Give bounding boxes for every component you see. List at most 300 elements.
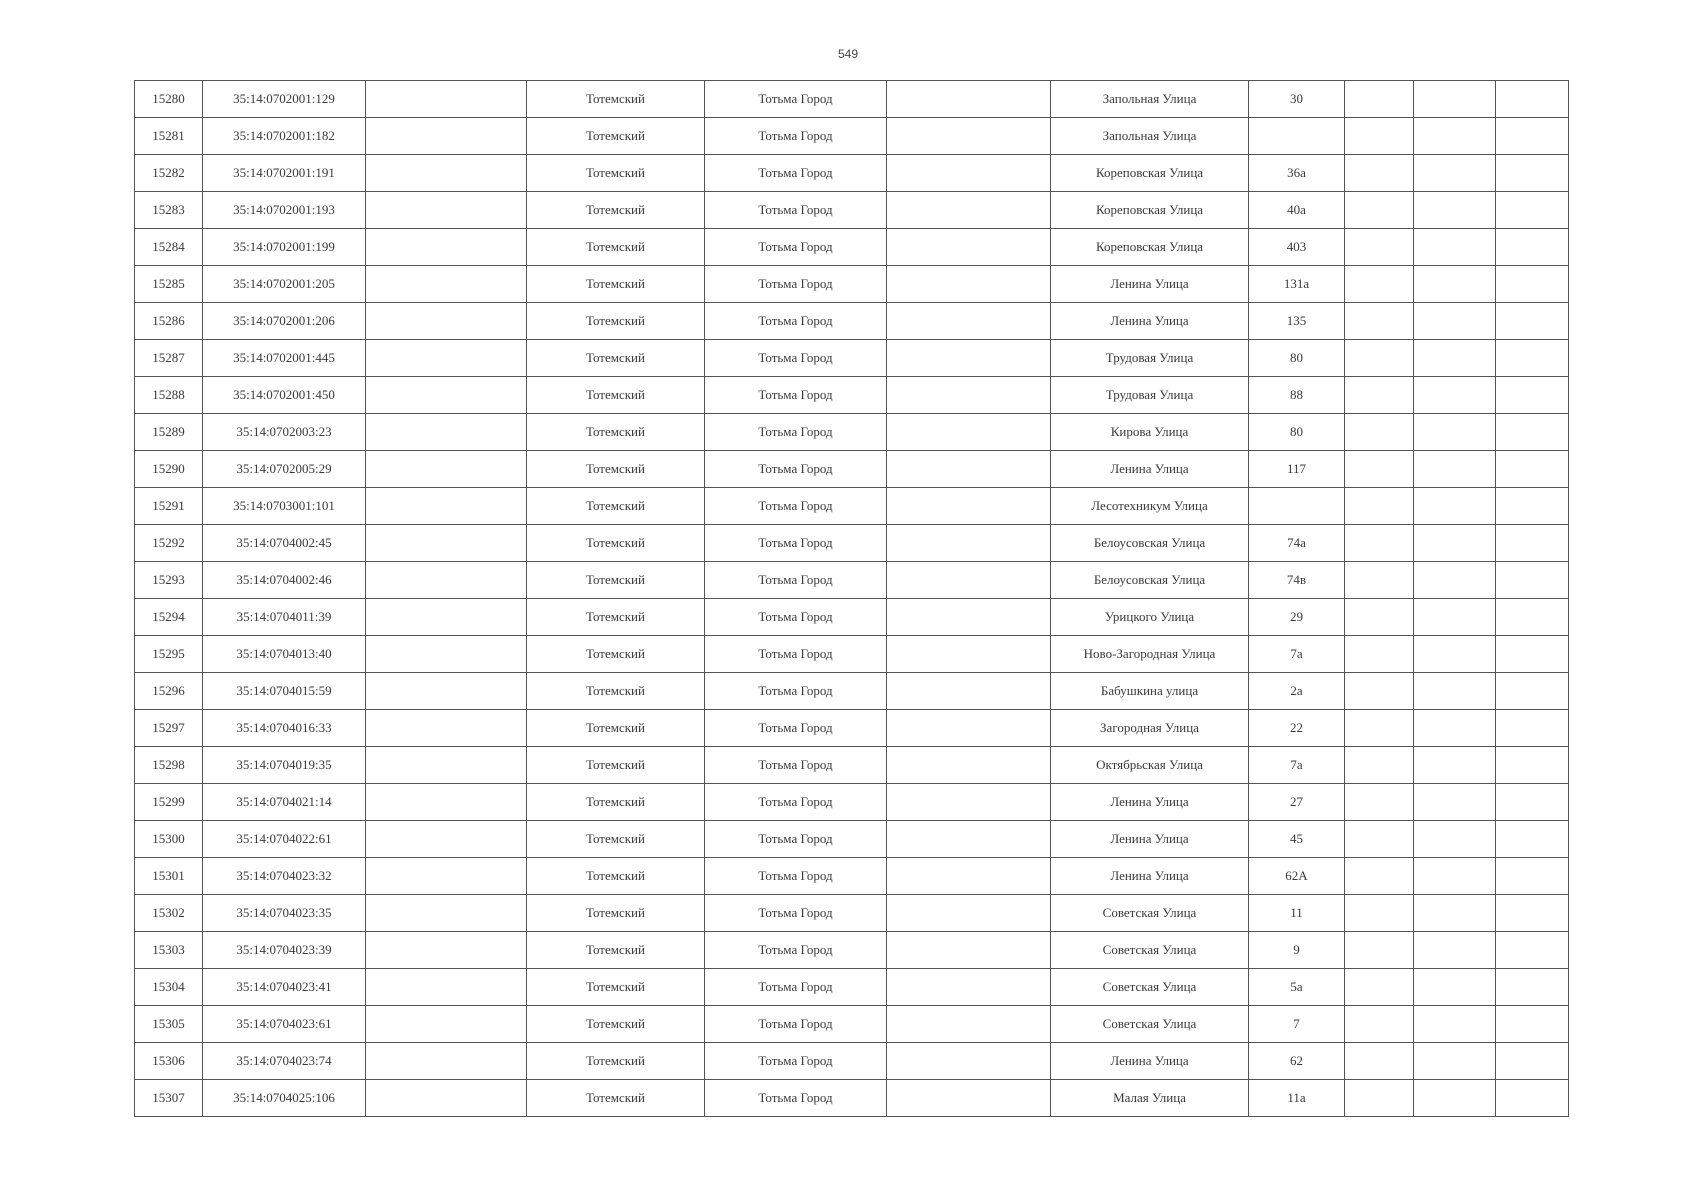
row-number-cell: 15307 xyxy=(135,1080,203,1117)
empty-cell xyxy=(1345,969,1414,1006)
row-number-cell: 15299 xyxy=(135,784,203,821)
district-cell: Тотемский xyxy=(527,969,705,1006)
empty-cell xyxy=(1345,81,1414,118)
empty-cell xyxy=(1414,562,1496,599)
empty-cell xyxy=(1345,673,1414,710)
district-cell: Тотемский xyxy=(527,377,705,414)
street-cell: Бабушкина улица xyxy=(1051,673,1249,710)
table-row xyxy=(135,858,1569,895)
row-number-cell: 15305 xyxy=(135,1006,203,1043)
empty-cell xyxy=(887,81,1051,118)
empty-cell xyxy=(1345,377,1414,414)
district-cell: Тотемский xyxy=(527,562,705,599)
district-cell: Тотемский xyxy=(527,1080,705,1117)
house-number-cell: 40а xyxy=(1249,192,1345,229)
street-cell: Советская Улица xyxy=(1051,895,1249,932)
table-row xyxy=(135,340,1569,377)
row-number-cell: 15301 xyxy=(135,858,203,895)
district-cell: Тотемский xyxy=(527,673,705,710)
house-number-cell: 7а xyxy=(1249,636,1345,673)
table-row xyxy=(135,266,1569,303)
empty-cell xyxy=(1345,488,1414,525)
empty-cell xyxy=(1345,192,1414,229)
table-row xyxy=(135,636,1569,673)
street-cell: Белоусовская Улица xyxy=(1051,562,1249,599)
empty-cell xyxy=(366,377,527,414)
house-number-cell: 27 xyxy=(1249,784,1345,821)
row-number-cell: 15287 xyxy=(135,340,203,377)
empty-cell xyxy=(887,821,1051,858)
locality-cell: Тотьма Город xyxy=(705,784,887,821)
street-cell: Советская Улица xyxy=(1051,1006,1249,1043)
cadastral-number-cell: 35:14:0702005:29 xyxy=(203,451,366,488)
empty-cell xyxy=(1496,599,1569,636)
locality-cell: Тотьма Город xyxy=(705,155,887,192)
street-cell: Белоусовская Улица xyxy=(1051,525,1249,562)
cadastral-number-cell: 35:14:0704023:32 xyxy=(203,858,366,895)
district-cell: Тотемский xyxy=(527,784,705,821)
empty-cell xyxy=(887,784,1051,821)
district-cell: Тотемский xyxy=(527,747,705,784)
empty-cell xyxy=(366,340,527,377)
table-row xyxy=(135,673,1569,710)
row-number-cell: 15293 xyxy=(135,562,203,599)
empty-cell xyxy=(1345,303,1414,340)
row-number-cell: 15298 xyxy=(135,747,203,784)
empty-cell xyxy=(1414,636,1496,673)
street-cell: Советская Улица xyxy=(1051,969,1249,1006)
empty-cell xyxy=(366,599,527,636)
cadastral-number-cell: 35:14:0702001:199 xyxy=(203,229,366,266)
empty-cell xyxy=(887,340,1051,377)
house-number-cell: 74а xyxy=(1249,525,1345,562)
locality-cell: Тотьма Город xyxy=(705,525,887,562)
table-row xyxy=(135,1006,1569,1043)
district-cell: Тотемский xyxy=(527,451,705,488)
empty-cell xyxy=(1414,784,1496,821)
empty-cell xyxy=(1345,636,1414,673)
table-row xyxy=(135,821,1569,858)
house-number-cell: 30 xyxy=(1249,81,1345,118)
empty-cell xyxy=(887,155,1051,192)
table-row xyxy=(135,192,1569,229)
empty-cell xyxy=(1496,118,1569,155)
street-cell: Ленина Улица xyxy=(1051,784,1249,821)
locality-cell: Тотьма Город xyxy=(705,340,887,377)
empty-cell xyxy=(1345,747,1414,784)
locality-cell: Тотьма Город xyxy=(705,1043,887,1080)
street-cell: Ново-Загородная Улица xyxy=(1051,636,1249,673)
empty-cell xyxy=(887,1006,1051,1043)
cadastral-number-cell: 35:14:0704023:41 xyxy=(203,969,366,1006)
cadastral-number-cell: 35:14:0704025:106 xyxy=(203,1080,366,1117)
empty-cell xyxy=(366,821,527,858)
cadastral-number-cell: 35:14:0704015:59 xyxy=(203,673,366,710)
district-cell: Тотемский xyxy=(527,192,705,229)
empty-cell xyxy=(1414,1043,1496,1080)
cadastral-number-cell: 35:14:0703001:101 xyxy=(203,488,366,525)
street-cell: Запольная Улица xyxy=(1051,81,1249,118)
cadastral-number-cell: 35:14:0704002:46 xyxy=(203,562,366,599)
locality-cell: Тотьма Город xyxy=(705,192,887,229)
empty-cell xyxy=(1414,340,1496,377)
empty-cell xyxy=(366,858,527,895)
empty-cell xyxy=(1496,266,1569,303)
house-number-cell: 5а xyxy=(1249,969,1345,1006)
empty-cell xyxy=(1496,81,1569,118)
locality-cell: Тотьма Город xyxy=(705,599,887,636)
empty-cell xyxy=(1345,525,1414,562)
row-number-cell: 15296 xyxy=(135,673,203,710)
empty-cell xyxy=(366,895,527,932)
empty-cell xyxy=(366,784,527,821)
district-cell: Тотемский xyxy=(527,118,705,155)
cadastral-number-cell: 35:14:0702001:445 xyxy=(203,340,366,377)
street-cell: Ленина Улица xyxy=(1051,1043,1249,1080)
locality-cell: Тотьма Город xyxy=(705,747,887,784)
empty-cell xyxy=(1414,81,1496,118)
street-cell: Советская Улица xyxy=(1051,932,1249,969)
empty-cell xyxy=(887,1080,1051,1117)
empty-cell xyxy=(1345,858,1414,895)
empty-cell xyxy=(1345,1006,1414,1043)
table-row xyxy=(135,303,1569,340)
district-cell: Тотемский xyxy=(527,414,705,451)
empty-cell xyxy=(887,118,1051,155)
empty-cell xyxy=(1496,488,1569,525)
street-cell: Трудовая Улица xyxy=(1051,377,1249,414)
street-cell: Ленина Улица xyxy=(1051,303,1249,340)
house-number-cell: 36а xyxy=(1249,155,1345,192)
district-cell: Тотемский xyxy=(527,81,705,118)
district-cell: Тотемский xyxy=(527,932,705,969)
empty-cell xyxy=(1345,784,1414,821)
locality-cell: Тотьма Город xyxy=(705,562,887,599)
empty-cell xyxy=(1496,821,1569,858)
empty-cell xyxy=(366,969,527,1006)
cadastral-number-cell: 35:14:0704011:39 xyxy=(203,599,366,636)
empty-cell xyxy=(887,414,1051,451)
empty-cell xyxy=(1496,710,1569,747)
empty-cell xyxy=(1496,340,1569,377)
empty-cell xyxy=(1496,525,1569,562)
empty-cell xyxy=(366,488,527,525)
empty-cell xyxy=(366,192,527,229)
cadastral-number-cell: 35:14:0702001:129 xyxy=(203,81,366,118)
empty-cell xyxy=(1414,266,1496,303)
empty-cell xyxy=(1414,1080,1496,1117)
empty-cell xyxy=(1496,1080,1569,1117)
empty-cell xyxy=(1496,673,1569,710)
empty-cell xyxy=(366,1043,527,1080)
locality-cell: Тотьма Город xyxy=(705,1006,887,1043)
house-number-cell: 88 xyxy=(1249,377,1345,414)
empty-cell xyxy=(887,1043,1051,1080)
empty-cell xyxy=(1345,562,1414,599)
table-row xyxy=(135,118,1569,155)
house-number-cell: 80 xyxy=(1249,340,1345,377)
register-table xyxy=(134,80,1569,1117)
empty-cell xyxy=(366,451,527,488)
district-cell: Тотемский xyxy=(527,599,705,636)
table-body xyxy=(135,81,1569,1117)
empty-cell xyxy=(887,377,1051,414)
empty-cell xyxy=(366,414,527,451)
table-row xyxy=(135,784,1569,821)
table-row xyxy=(135,229,1569,266)
empty-cell xyxy=(1414,858,1496,895)
empty-cell xyxy=(366,636,527,673)
district-cell: Тотемский xyxy=(527,303,705,340)
district-cell: Тотемский xyxy=(527,488,705,525)
empty-cell xyxy=(1414,710,1496,747)
cadastral-number-cell: 35:14:0704016:33 xyxy=(203,710,366,747)
empty-cell xyxy=(887,895,1051,932)
street-cell: Малая Улица xyxy=(1051,1080,1249,1117)
house-number-cell: 45 xyxy=(1249,821,1345,858)
cadastral-number-cell: 35:14:0702001:450 xyxy=(203,377,366,414)
locality-cell: Тотьма Город xyxy=(705,488,887,525)
district-cell: Тотемский xyxy=(527,710,705,747)
cadastral-number-cell: 35:14:0704013:40 xyxy=(203,636,366,673)
empty-cell xyxy=(1345,451,1414,488)
row-number-cell: 15306 xyxy=(135,1043,203,1080)
empty-cell xyxy=(1414,821,1496,858)
street-cell: Урицкого Улица xyxy=(1051,599,1249,636)
empty-cell xyxy=(1496,562,1569,599)
empty-cell xyxy=(1414,488,1496,525)
row-number-cell: 15294 xyxy=(135,599,203,636)
street-cell: Ленина Улица xyxy=(1051,451,1249,488)
locality-cell: Тотьма Город xyxy=(705,414,887,451)
empty-cell xyxy=(1345,266,1414,303)
row-number-cell: 15284 xyxy=(135,229,203,266)
cadastral-number-cell: 35:14:0704022:61 xyxy=(203,821,366,858)
empty-cell xyxy=(1414,525,1496,562)
cadastral-number-cell: 35:14:0702001:206 xyxy=(203,303,366,340)
row-number-cell: 15281 xyxy=(135,118,203,155)
cadastral-number-cell: 35:14:0702003:23 xyxy=(203,414,366,451)
cadastral-number-cell: 35:14:0702001:191 xyxy=(203,155,366,192)
cadastral-number-cell: 35:14:0704023:35 xyxy=(203,895,366,932)
row-number-cell: 15302 xyxy=(135,895,203,932)
empty-cell xyxy=(1345,821,1414,858)
house-number-cell: 29 xyxy=(1249,599,1345,636)
locality-cell: Тотьма Город xyxy=(705,229,887,266)
empty-cell xyxy=(1414,895,1496,932)
locality-cell: Тотьма Город xyxy=(705,710,887,747)
house-number-cell: 74в xyxy=(1249,562,1345,599)
empty-cell xyxy=(366,229,527,266)
empty-cell xyxy=(1414,673,1496,710)
empty-cell xyxy=(1345,118,1414,155)
locality-cell: Тотьма Город xyxy=(705,377,887,414)
empty-cell xyxy=(887,562,1051,599)
empty-cell xyxy=(366,1080,527,1117)
locality-cell: Тотьма Город xyxy=(705,858,887,895)
empty-cell xyxy=(1345,1080,1414,1117)
empty-cell xyxy=(1414,969,1496,1006)
house-number-cell: 131а xyxy=(1249,266,1345,303)
row-number-cell: 15304 xyxy=(135,969,203,1006)
empty-cell xyxy=(1414,1006,1496,1043)
empty-cell xyxy=(1496,192,1569,229)
row-number-cell: 15290 xyxy=(135,451,203,488)
street-cell: Кореповская Улица xyxy=(1051,155,1249,192)
cadastral-number-cell: 35:14:0702001:182 xyxy=(203,118,366,155)
empty-cell xyxy=(887,525,1051,562)
empty-cell xyxy=(1496,747,1569,784)
empty-cell xyxy=(1345,1043,1414,1080)
empty-cell xyxy=(366,525,527,562)
row-number-cell: 15289 xyxy=(135,414,203,451)
table-row xyxy=(135,932,1569,969)
empty-cell xyxy=(887,710,1051,747)
table-row xyxy=(135,710,1569,747)
district-cell: Тотемский xyxy=(527,525,705,562)
cadastral-number-cell: 35:14:0704002:45 xyxy=(203,525,366,562)
empty-cell xyxy=(1496,858,1569,895)
empty-cell xyxy=(887,969,1051,1006)
row-number-cell: 15295 xyxy=(135,636,203,673)
row-number-cell: 15297 xyxy=(135,710,203,747)
empty-cell xyxy=(1496,414,1569,451)
empty-cell xyxy=(1414,414,1496,451)
locality-cell: Тотьма Город xyxy=(705,932,887,969)
table-row xyxy=(135,377,1569,414)
empty-cell xyxy=(887,451,1051,488)
empty-cell xyxy=(887,303,1051,340)
empty-cell xyxy=(887,932,1051,969)
locality-cell: Тотьма Город xyxy=(705,303,887,340)
empty-cell xyxy=(1496,303,1569,340)
row-number-cell: 15286 xyxy=(135,303,203,340)
table-row xyxy=(135,1043,1569,1080)
district-cell: Тотемский xyxy=(527,266,705,303)
locality-cell: Тотьма Город xyxy=(705,636,887,673)
street-cell: Ленина Улица xyxy=(1051,266,1249,303)
district-cell: Тотемский xyxy=(527,340,705,377)
empty-cell xyxy=(1414,932,1496,969)
house-number-cell: 403 xyxy=(1249,229,1345,266)
locality-cell: Тотьма Город xyxy=(705,81,887,118)
empty-cell xyxy=(1345,155,1414,192)
empty-cell xyxy=(1345,414,1414,451)
empty-cell xyxy=(1414,303,1496,340)
house-number-cell: 11 xyxy=(1249,895,1345,932)
locality-cell: Тотьма Город xyxy=(705,821,887,858)
district-cell: Тотемский xyxy=(527,858,705,895)
empty-cell xyxy=(1496,932,1569,969)
house-number-cell xyxy=(1249,118,1345,155)
locality-cell: Тотьма Город xyxy=(705,118,887,155)
empty-cell xyxy=(1496,895,1569,932)
empty-cell xyxy=(1496,155,1569,192)
empty-cell xyxy=(366,747,527,784)
table-row xyxy=(135,1080,1569,1117)
empty-cell xyxy=(366,710,527,747)
locality-cell: Тотьма Город xyxy=(705,895,887,932)
house-number-cell: 2а xyxy=(1249,673,1345,710)
empty-cell xyxy=(887,858,1051,895)
empty-cell xyxy=(366,155,527,192)
empty-cell xyxy=(1414,599,1496,636)
street-cell: Лесотехникум Улица xyxy=(1051,488,1249,525)
empty-cell xyxy=(1345,340,1414,377)
empty-cell xyxy=(1345,229,1414,266)
street-cell: Загородная Улица xyxy=(1051,710,1249,747)
row-number-cell: 15285 xyxy=(135,266,203,303)
house-number-cell: 22 xyxy=(1249,710,1345,747)
table-row xyxy=(135,414,1569,451)
empty-cell xyxy=(1345,599,1414,636)
page-number: 549 xyxy=(837,47,859,61)
district-cell: Тотемский xyxy=(527,155,705,192)
table-row xyxy=(135,525,1569,562)
empty-cell xyxy=(1414,229,1496,266)
row-number-cell: 15300 xyxy=(135,821,203,858)
empty-cell xyxy=(1414,451,1496,488)
house-number-cell: 7а xyxy=(1249,747,1345,784)
house-number-cell: 62 xyxy=(1249,1043,1345,1080)
empty-cell xyxy=(1496,784,1569,821)
cadastral-number-cell: 35:14:0704023:39 xyxy=(203,932,366,969)
table-row xyxy=(135,562,1569,599)
locality-cell: Тотьма Город xyxy=(705,673,887,710)
street-cell: Кореповская Улица xyxy=(1051,192,1249,229)
empty-cell xyxy=(1496,636,1569,673)
street-cell: Ленина Улица xyxy=(1051,858,1249,895)
empty-cell xyxy=(1414,747,1496,784)
street-cell: Кирова Улица xyxy=(1051,414,1249,451)
table-row xyxy=(135,895,1569,932)
empty-cell xyxy=(366,266,527,303)
table-row xyxy=(135,451,1569,488)
empty-cell xyxy=(1345,710,1414,747)
house-number-cell: 9 xyxy=(1249,932,1345,969)
row-number-cell: 15283 xyxy=(135,192,203,229)
cadastral-number-cell: 35:14:0704023:74 xyxy=(203,1043,366,1080)
empty-cell xyxy=(366,81,527,118)
cadastral-number-cell: 35:14:0702001:205 xyxy=(203,266,366,303)
cadastral-number-cell: 35:14:0704019:35 xyxy=(203,747,366,784)
empty-cell xyxy=(1345,895,1414,932)
empty-cell xyxy=(366,932,527,969)
locality-cell: Тотьма Город xyxy=(705,266,887,303)
cadastral-number-cell: 35:14:0704021:14 xyxy=(203,784,366,821)
empty-cell xyxy=(1496,229,1569,266)
empty-cell xyxy=(887,747,1051,784)
empty-cell xyxy=(1414,118,1496,155)
table-row xyxy=(135,81,1569,118)
empty-cell xyxy=(1496,451,1569,488)
empty-cell xyxy=(887,488,1051,525)
cadastral-number-cell: 35:14:0704023:61 xyxy=(203,1006,366,1043)
row-number-cell: 15288 xyxy=(135,377,203,414)
district-cell: Тотемский xyxy=(527,1006,705,1043)
row-number-cell: 15292 xyxy=(135,525,203,562)
table-row xyxy=(135,155,1569,192)
district-cell: Тотемский xyxy=(527,229,705,266)
empty-cell xyxy=(887,266,1051,303)
row-number-cell: 15280 xyxy=(135,81,203,118)
street-cell: Трудовая Улица xyxy=(1051,340,1249,377)
street-cell: Октябрьская Улица xyxy=(1051,747,1249,784)
empty-cell xyxy=(366,303,527,340)
street-cell: Ленина Улица xyxy=(1051,821,1249,858)
row-number-cell: 15291 xyxy=(135,488,203,525)
district-cell: Тотемский xyxy=(527,1043,705,1080)
